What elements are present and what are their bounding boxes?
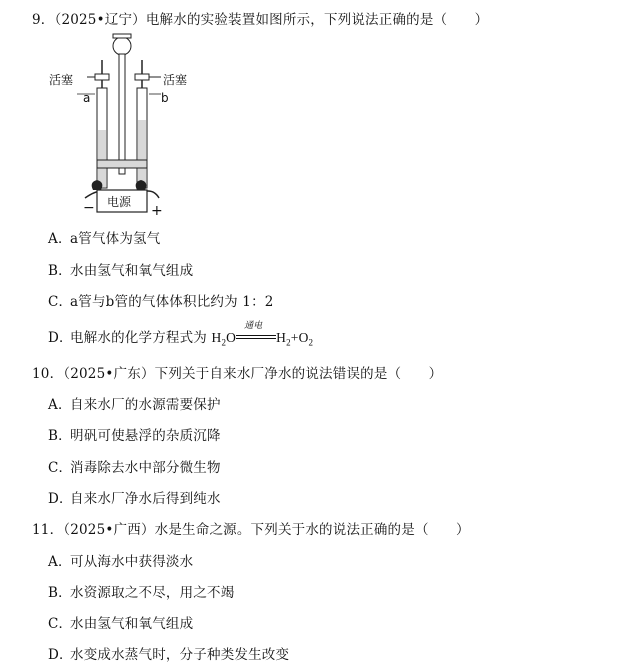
- option-letter: A．: [48, 554, 72, 570]
- option-text: 水由氢气和氧气组成: [70, 616, 194, 632]
- option-text: 水变成水蒸气时，分子种类发生改变: [70, 647, 290, 663]
- option-letter: D．: [48, 647, 73, 663]
- option-text: 水由氢气和氧气组成: [70, 263, 194, 279]
- option-letter: B．: [48, 428, 72, 444]
- option-letter: C．: [48, 460, 73, 476]
- option-letter: A．: [48, 231, 72, 247]
- question-10-title: 10．（2025•广东）下列关于自来水厂净水的说法错误的是（ ）: [32, 366, 443, 382]
- reservoir-bulb: [113, 37, 131, 55]
- q11-option-d[interactable]: [48, 643, 289, 663]
- q10-option-b[interactable]: [48, 424, 221, 444]
- option-text: 电解水的化学方程式为: [70, 330, 207, 346]
- option-text: 水资源取之不尽，用之不竭: [70, 585, 235, 601]
- tube-b-label: b: [161, 91, 169, 105]
- q9-option-a[interactable]: [48, 227, 160, 247]
- q10-option-a[interactable]: [48, 393, 221, 413]
- option-letter: D．: [48, 330, 73, 346]
- option-letter: D．: [48, 491, 73, 507]
- right-stopcock: [135, 74, 149, 80]
- question-11-title: 11．（2025•广西）水是生命之源。下列关于水的说法正确的是（ ）: [32, 522, 470, 538]
- left-stopcock-label: 活塞: [49, 73, 74, 87]
- option-text: 可从海水中获得淡水: [70, 554, 194, 570]
- option-text: 自来水厂净水后得到纯水: [70, 491, 221, 507]
- power-supply-label: 电源: [107, 195, 132, 209]
- chemical-equation: $H_2O$ 通电 $H_2+O_2$: [211, 320, 314, 348]
- q10-option-d[interactable]: [48, 487, 221, 507]
- option-letter: B．: [48, 263, 72, 279]
- option-letter: C．: [48, 616, 73, 632]
- q9-option-c[interactable]: [48, 290, 274, 310]
- electrolysis-apparatus-figure: [45, 30, 195, 220]
- option-text: 自来水厂的水源需要保护: [70, 397, 221, 413]
- option-letter: A．: [48, 397, 72, 413]
- q9-option-b[interactable]: [48, 259, 193, 279]
- question-9-title: 9．（2025•辽宁）电解水的实验装置如图所示，下列说法正确的是（ ）: [32, 12, 489, 28]
- option-letter: B．: [48, 585, 72, 601]
- option-text: 消毒除去水中部分微生物: [70, 460, 221, 476]
- left-stopcock: [95, 74, 109, 80]
- right-stopcock-label: 活塞: [163, 73, 188, 87]
- option-text: a管气体为氢气: [70, 231, 161, 247]
- plus-terminal: +: [151, 203, 163, 219]
- q11-option-a[interactable]: [48, 550, 193, 570]
- option-letter: C．: [48, 294, 73, 310]
- option-text: 明矾可使悬浮的杂质沉降: [70, 428, 221, 444]
- tube-a-label: a: [83, 91, 91, 105]
- q11-option-b[interactable]: [48, 581, 234, 601]
- q9-option-d[interactable]: [48, 320, 314, 348]
- minus-terminal: −: [83, 200, 95, 216]
- option-text: a管与b管的气体体积比约为 1：2: [70, 294, 274, 310]
- reaction-arrow: [236, 320, 276, 344]
- q11-option-c[interactable]: [48, 612, 193, 632]
- middle-tube: [119, 54, 125, 174]
- reaction-condition: 通电: [244, 320, 263, 330]
- q10-option-c[interactable]: [48, 456, 221, 476]
